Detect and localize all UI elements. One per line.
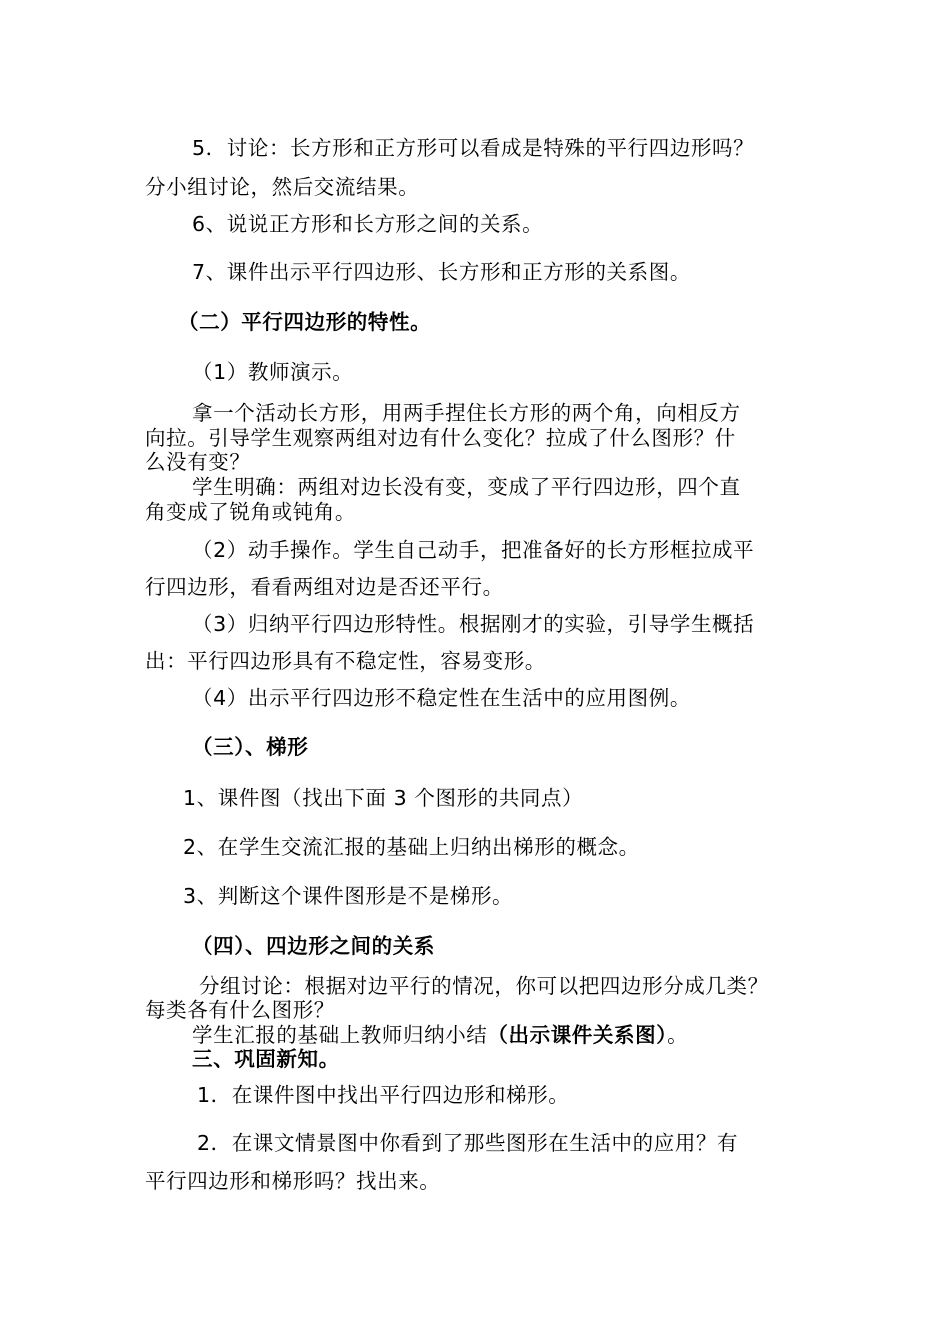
section-heading-3: （三）、梯形 bbox=[192, 735, 309, 759]
discussion-line-1: 分组讨论：根据对边平行的情况，你可以把四边形分成几类？ bbox=[199, 974, 769, 998]
summary-text: 学生汇报的基础上教师归纳小结 bbox=[192, 1023, 488, 1047]
paragraph-7: 7、课件出示平行四边形、长方形和正方形的关系图。 bbox=[192, 260, 691, 284]
discussion-line-2: 每类各有什么图形？ bbox=[145, 998, 335, 1022]
subsection-3-line-1: （3）归纳平行四边形特性。根据刚才的实验，引导学生概括 bbox=[192, 612, 755, 636]
trapezoid-item-3: 3、判断这个课件图形是不是梯形。 bbox=[183, 884, 514, 908]
subsection-2-line-2: 行四边形，看看两组对边是否还平行。 bbox=[145, 575, 504, 599]
section-heading-4: （四）、四边形之间的关系 bbox=[192, 934, 435, 958]
subsection-2-line-1: （2）动手操作。学生自己动手，把准备好的长方形框拉成平 bbox=[192, 538, 755, 562]
consolidate-item-1: 1．在课件图中找出平行四边形和梯形。 bbox=[197, 1083, 570, 1107]
subsection-4: （4）出示平行四边形不稳定性在生活中的应用图例。 bbox=[192, 686, 691, 710]
section-heading-consolidate: 三、巩固新知。 bbox=[192, 1047, 340, 1071]
consolidate-item-2-line-1: 2．在课文情景图中你看到了那些图形在生活中的应用？有 bbox=[197, 1131, 739, 1155]
trapezoid-item-2: 2、在学生交流汇报的基础上归纳出梯形的概念。 bbox=[183, 835, 640, 859]
subsection-1: （1）教师演示。 bbox=[192, 360, 354, 384]
summary-period: 。 bbox=[667, 1023, 689, 1047]
subsection-3-line-2: 出：平行四边形具有不稳定性，容易变形。 bbox=[145, 649, 546, 673]
demo-paragraph-line-3: 么没有变？ bbox=[145, 450, 251, 474]
consolidate-item-2-line-2: 平行四边形和梯形吗？找出来。 bbox=[145, 1169, 441, 1193]
summary-line bbox=[192, 1022, 688, 1048]
paragraph-5-line-2: 分小组讨论，然后交流结果。 bbox=[145, 175, 420, 199]
section-heading-2: （二）平行四边形的特性。 bbox=[178, 310, 432, 334]
demo-paragraph-line-2: 向拉。引导学生观察两组对边有什么变化？拉成了什么图形？什 bbox=[145, 426, 736, 450]
demo-paragraph-line-1: 拿一个活动长方形，用两手捏住长方形的两个角，向相反方 bbox=[192, 401, 741, 425]
conclusion-paragraph-line-2: 角变成了锐角或钝角。 bbox=[145, 500, 356, 524]
trapezoid-item-1: 1、课件图（找出下面 3 个图形的共同点） bbox=[183, 786, 584, 810]
summary-emphasis: （出示课件关系图） bbox=[487, 1023, 668, 1047]
paragraph-6: 6、说说正方形和长方形之间的关系。 bbox=[192, 212, 544, 236]
conclusion-paragraph-line-1: 学生明确：两组对边长没有变，变成了平行四边形，四个直 bbox=[192, 475, 741, 499]
paragraph-5-line-1: 5．讨论：长方形和正方形可以看成是特殊的平行四边形吗？ bbox=[192, 136, 755, 160]
